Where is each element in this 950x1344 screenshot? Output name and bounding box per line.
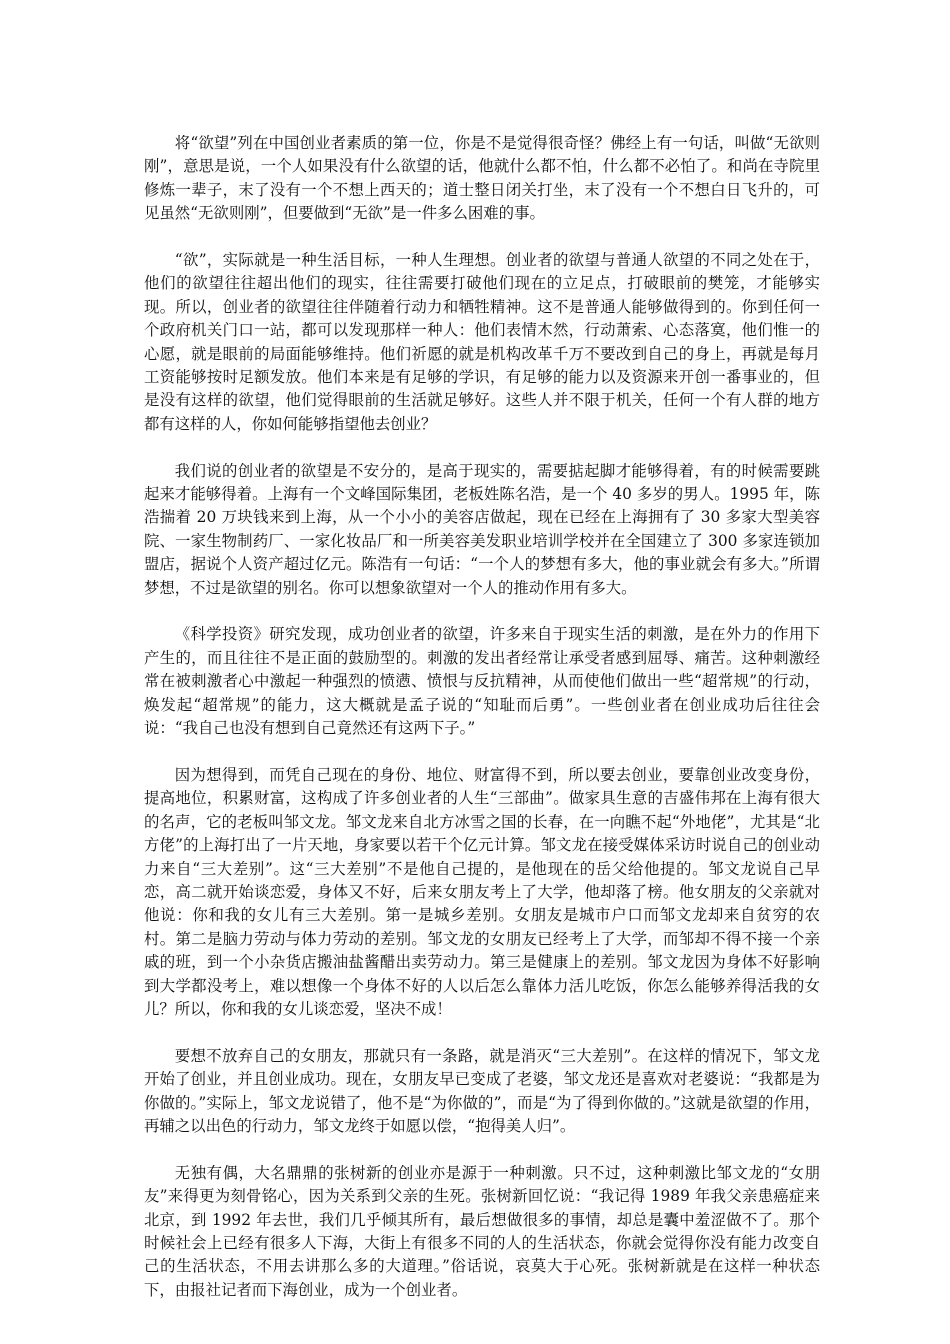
paragraph-4: 《科学投资》研究发现，成功创业者的欲望，许多来自于现实生活的刺激，是在外力的作用下产生的，而且往往不是正面的鼓励型的。刺激的发出者经常让承受者感到屈辱、痛苦。这种刺激经常在被刺激者心中激起一种强烈的愤懑、愤恨与反抗精神，从而使他们做出一些“超常规”的行动，焕发起“超常规”的能力，这大概就是孟子说的“知耻而后勇”。一些创业者在创业成功后往往会说：“我自己也没有想到自己竟然还有这两下子。” bbox=[144, 625, 820, 738]
paragraph-6: 要想不放弃自己的女朋友，那就只有一条路，就是消灭“三大差别”。在这样的情况下，邹文龙开始了创业，并且创业成功。现在，女朋友早已变成了老婆，邹文龙还是喜欢对老婆说：“我都是为你做的。”实际上，邹文龙说错了，他不是“为你做的”，而是“为了得到你做的。”这就是欲望的作用，再辅之以出色的行动力，邹文龙终于如愿以偿，“抱得美人归”。 bbox=[144, 1046, 820, 1135]
paragraph-2: “欲”，实际就是一种生活目标，一种人生理想。创业者的欲望与普通人欲望的不同之处在于，他们的欲望往往超出他们的现实，往往需要打破他们现在的立足点，打破眼前的樊笼，才能够实现。所以，创业者的欲望往往伴随着行动力和牺牲精神。这不是普通人能够做得到的。你到任何一个政府机关门口一站，都可以发现那样一种人：他们表情木然，行动萧索、心态落寞，他们惟一的心愿，就是眼前的局面能够维持。他们祈愿的就是机构改革千万不要改到自己的身上，再就是每月工资能够按时足额发放。他们本来是有足够的学识，有足够的能力以及资源来开创一番事业的，但是没有这样的欲望，他们觉得眼前的生活就足够好。这些人并不限于机关，任何一个有人群的地方都有这样的人，你如何能够指望他去创业？ bbox=[144, 251, 820, 433]
paragraph-3: 我们说的创业者的欲望是不安分的，是高于现实的，需要掂起脚才能够得着，有的时候需要跳起来才能够得着。上海有一个文峰国际集团，老板姓陈名浩，是一个 40 多岁的男人。1995 年，陈浩揣着 20 万块钱来到上海，从一个小小的美容店做起，现在已经在上海拥有了 30 多家大型美容院、一家生物制药厂、一家化妆品厂和一所美容美发职业培训学校并在全国建立了 300 多家连锁加盟店，据说个人资产超过亿元。陈浩有一句话：“一个人的梦想有多大，他的事业就会有多大。”所谓梦想，不过是欲望的别名。你可以想象欲望对一个人的推动作用有多大。 bbox=[144, 461, 820, 597]
paragraph-5: 因为想得到，而凭自己现在的身份、地位、财富得不到，所以要去创业，要靠创业改变身份，提高地位，积累财富，这构成了许多创业者的人生“三部曲”。做家具生意的吉盛伟邦在上海有很大的名声，它的老板叫邹文龙。邹文龙来自北方冰雪之国的长春，在一向瞧不起“外地佬”，尤其是“北方佬”的上海打出了一片天地，身家要以若干个亿元计算。邹文龙在接受媒体采访时说自己的创业动力来自“三大差别”。这“三大差别”不是他自己提的，是他现在的岳父给他提的。邹文龙说自己早恋，高二就开始谈恋爱，身体又不好，后来女朋友考上了大学，他却落了榜。他女朋友的父亲就对他说：你和我的女儿有三大差别。第一是城乡差别。女朋友是城市户口而邹文龙却来自贫穷的农村。第二是脑力劳动与体力劳动的差别。邹文龙的女朋友已经考上了大学，而邹却不得不接一个亲戚的班，到一个小杂货店搬油盐酱醋出卖劳动力。第三是健康上的差别。邹文龙因为身体不好影响到大学都没考上，难以想像一个身体不好的人以后怎么靠体力活儿吃饭，你怎么能够养得活我的女儿？所以，你和我的女儿谈恋爱，坚决不成！ bbox=[144, 765, 820, 1018]
paragraph-7: 无独有偶，大名鼎鼎的张树新的创业亦是源于一种刺激。只不过，这种刺激比邹文龙的“女朋友”来得更为刻骨铭心，因为关系到父亲的生死。张树新回忆说：“我记得 1989 年我父亲患癌症来北京，到 1992 年去世，我们几乎倾其所有，最后想做很多的事情，却总是囊中羞涩做不了。那个时候社会上已经有很多人下海，大街上有很多不同的人的生活状态，你就会觉得你没有能力改变自己的生活状态，不用去讲那么多的大道理。”俗话说，哀莫大于心死。张树新就是在这样一种状态下，由报社记者而下海创业，成为一个创业者。 bbox=[144, 1163, 820, 1299]
document-page bbox=[144, 132, 820, 1302]
paragraph-1: 将“欲望”列在中国创业者素质的第一位，你是不是觉得很奇怪？佛经上有一句话，叫做“无欲则刚”，意思是说，一个人如果没有什么欲望的话，他就什么都不怕，什么都不必怕了。和尚在寺院里修炼一辈子，末了没有一个不想上西天的；道士整日闭关打坐，末了没有一个不想白日飞升的，可见虽然“无欲则刚”，但要做到“无欲”是一件多么困难的事。 bbox=[144, 134, 820, 223]
